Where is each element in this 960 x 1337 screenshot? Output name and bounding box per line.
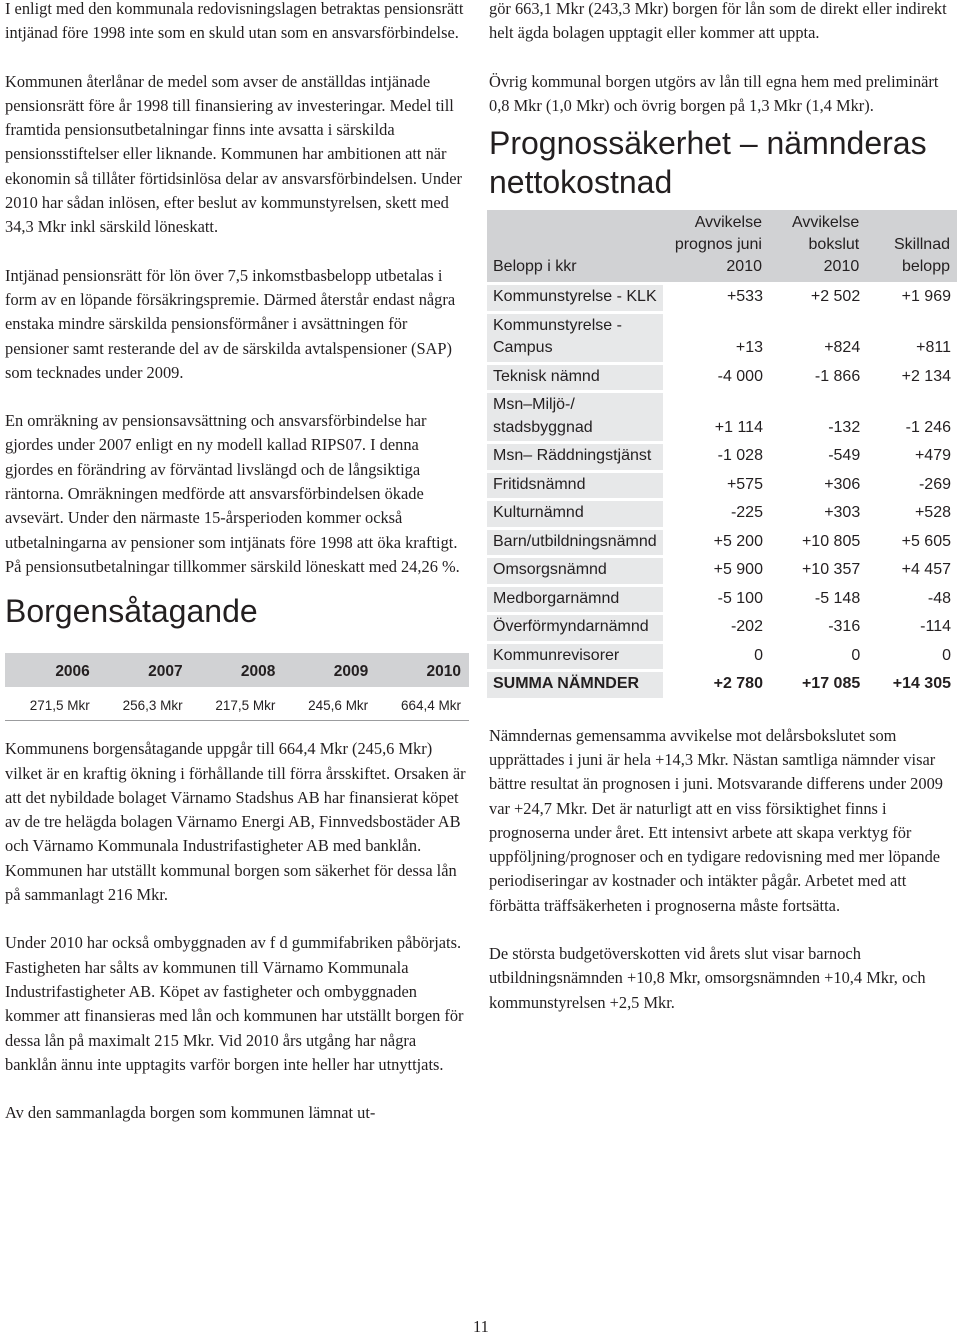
row-value-cell: +2 502 (769, 284, 866, 313)
row-value-cell: -1 246 (866, 392, 957, 443)
row-value-cell: -549 (769, 443, 866, 472)
year-cell: 2008 (191, 653, 284, 687)
heading-borgensatagande: Borgensåtagande (5, 593, 258, 630)
page-number: 11 (473, 1317, 489, 1336)
value-cell: 256,3 Mkr (98, 687, 191, 721)
table-row (487, 471, 957, 500)
year-cell: 2009 (283, 653, 376, 687)
row-value-cell: +528 (866, 500, 957, 529)
paragraph-pension-premium: Intjänad pensionsrätt för lön över 7,5 inkomstbasbelopp utbetalas i form av en löpande försäkringspremie. Därmed återstår endast några enstaka mindre särskilda pensionsförmåner i avsättningen för pensioner samt resterande del av de särskilda avtalspensioner (SAP) som tecknades under 2009. (5, 265, 456, 382)
header-bokslut: Avvikelse bokslut 2010 (769, 210, 866, 284)
row-value-cell: -316 (769, 614, 866, 643)
row-value-cell: -114 (866, 614, 957, 643)
row-value-cell: -132 (769, 392, 866, 443)
row-label-cell: Kulturnämnd (487, 500, 663, 529)
row-label-cell: Kommunstyrelse - Campus (487, 312, 663, 363)
row-value-cell: -1 028 (663, 443, 769, 472)
row-value-cell: -5 148 (769, 585, 866, 614)
table-row (487, 642, 957, 671)
row-value-cell: 0 (866, 642, 957, 671)
row-value-cell: +5 605 (866, 528, 957, 557)
paragraph-borgen-bolag: gör 663,1 Mkr (243,3 Mkr) borgen för lån som de direkt eller indirekt helt ägda bolagen upptagit eller kommer att uppta. (489, 0, 947, 43)
sum-value-cell: +14 305 (866, 671, 957, 698)
table-row (487, 284, 957, 313)
row-value-cell: +306 (769, 471, 866, 500)
paragraph-rips07: En omräkning av pensionsavsättning och ansvarsförbindelse har gjordes under 2007 enligt en ny modell kallad RIPS07. I denna gjordes en förändring av förväntad livslängd och de långsiktiga räntorna. Omräkningen medförde att ansvarsförbindelsen ökade avsevärt. Under den närmaste 15-årsperioden kommer också utbetalningarna av pensioner som intjänats före 1998 att öka kraftigt. På pensionsutbetalningar tillkommer särskild löneskatt med 24,26 %. (5, 411, 460, 576)
row-value-cell: +5 200 (663, 528, 769, 557)
value-cell: 245,6 Mkr (283, 687, 376, 721)
row-value-cell: +1 969 (866, 284, 957, 313)
row-value-cell: +13 (663, 312, 769, 363)
paragraph-borgen-continued: Av den sammanlagda borgen som kommunen lämnat ut- (5, 1103, 376, 1123)
value-cell: 664,4 Mkr (376, 687, 469, 721)
sum-value-cell: +2 780 (663, 671, 769, 698)
prognos-body (487, 284, 957, 698)
borgen-header-row (5, 653, 469, 687)
row-value-cell: +575 (663, 471, 769, 500)
right-column (489, 0, 955, 1015)
paragraph-gummifabrik: Under 2010 har också ombyggnaden av f d gummifabriken påbörjats. Fastigheten har sålts av kommunen till Värnamo Kommunala Industrifastigheter AB. Köpet av fastigheter och ombyggnaden kommer att finansieras med lån och kommunen har utställt borgen för dessa lån på maximalt 215 Mkr. Vid 2010 års utgång har några banklån ännu inte upptagits varför borgen inte heller har utnyttjats. (5, 933, 464, 1074)
sum-row (487, 671, 957, 698)
row-value-cell: -5 100 (663, 585, 769, 614)
row-value-cell: +5 900 (663, 557, 769, 586)
paragraph-ovrig-borgen: Övrig kommunal borgen utgörs av lån till egna hem med preliminärt 0,8 Mkr (1,0 Mkr) och övrig borgen på 1,3 Mkr (1,4 Mkr). (489, 71, 939, 115)
prognos-table (487, 210, 957, 698)
value-cell: 217,5 Mkr (191, 687, 284, 721)
header-skillnad: Skillnad belopp (866, 210, 957, 284)
row-label-cell: Omsorgsnämnd (487, 557, 663, 586)
row-value-cell: -48 (866, 585, 957, 614)
value-cell: 271,5 Mkr (5, 687, 98, 721)
sum-value-cell: +17 085 (769, 671, 866, 698)
paragraph-borgen-total: Kommunens borgensåtagande uppgår till 664,4 Mkr (245,6 Mkr) vilket är en kraftig ökning i förhållande till förra årsskiftet. Orsaken är att det nybildade bolaget Värnamo Stadshus AB har finansierat köpet av de tre helägda bolagen Värnamo Energi AB, Finnvedsbostäder AB och Värnamo Kommunala Industrifastigheter AB med banklån. Kommunen har utställt kommunal borgen som säkerhet för dessa lån på sammanlagt 216 Mkr. (5, 739, 466, 905)
row-value-cell: +533 (663, 284, 769, 313)
year-cell: 2007 (98, 653, 191, 687)
row-value-cell: -4 000 (663, 363, 769, 392)
row-value-cell: +10 805 (769, 528, 866, 557)
paragraph-pension-intro: I enligt med den kommunala redovisningslagen betraktas pensionsrätt intjänad före 1998 inte som en skuld utan som en ansvarsförbindelse. (5, 0, 464, 43)
heading-prognossakerhet: Prognossäkerhet – nämnderas nettokostnad (489, 125, 927, 201)
year-cell: 2006 (5, 653, 98, 687)
row-value-cell: +2 134 (866, 363, 957, 392)
table-row (487, 614, 957, 643)
borgen-table (5, 653, 469, 721)
paragraph-gemensam-avvikelse: Nämndernas gemensamma avvikelse mot delårsbokslutet som upprättades i juni är hela +14,3 Mkr. Nästan samtliga nämnder visar bättre resultat än prognosen i juni. Motsvarande differens under 2009 var +24,7 Mkr. Det är naturligt att en viss försiktighet finns i prognoserna under året. Ett intensivt arbete att skapa verktyg för uppföljning/prognoser och en tydigare redovisning med mer löpande periodiseringar av kostnader och intäkter pågår. Arbetet med att förbätta träffsäkerheten i prognoserna måste fortsätta. (489, 725, 943, 915)
header-belopp: Belopp i kkr (487, 210, 663, 284)
row-value-cell: -1 866 (769, 363, 866, 392)
row-value-cell: 0 (769, 642, 866, 671)
row-value-cell: 0 (663, 642, 769, 671)
row-label-cell: Fritidsnämnd (487, 471, 663, 500)
row-label-cell: Kommunrevisorer (487, 642, 663, 671)
sum-label-cell: SUMMA NÄMNDER (487, 671, 663, 698)
prognos-header-row (487, 210, 957, 284)
row-value-cell: +479 (866, 443, 957, 472)
header-prognos: Avvikelse prognos juni 2010 (663, 210, 769, 284)
row-label-cell: Teknisk nämnd (487, 363, 663, 392)
row-value-cell: -202 (663, 614, 769, 643)
table-row (487, 312, 957, 363)
table-row (487, 392, 957, 443)
table-row (487, 557, 957, 586)
row-value-cell: +303 (769, 500, 866, 529)
table-row (487, 585, 957, 614)
borgen-value-row (5, 687, 469, 721)
row-value-cell: -269 (866, 471, 957, 500)
table-row (487, 528, 957, 557)
row-value-cell: +811 (866, 312, 957, 363)
row-label-cell: Msn– Räddningstjänst (487, 443, 663, 472)
row-label-cell: Kommunstyrelse - KLK (487, 284, 663, 313)
row-value-cell: +10 357 (769, 557, 866, 586)
row-label-cell: Msn–Miljö-/ stadsbyggnad (487, 392, 663, 443)
paragraph-budgetoverskott: De största budgetöverskotten vid årets slut visar barnoch utbildningsnämnden +10,8 Mkr, omsorgsnämnden +10,4 Mkr, och kommunstyrelsen +2,5 Mkr. (489, 944, 926, 1012)
row-label-cell: Överförmyndarnämnd (487, 614, 663, 643)
paragraph-pension-financing: Kommunen återlånar de medel som avser de anställdas intjänade pensionsrätt före år 1998 till finansiering av investeringar. Medel till framtida pensionsutbetalningar finns inte avsatta i särskilda pensionsstiftelser eller liknande. Kommunen har ambitionen att när ekonomin så tillåter förtidsinlösa delar av ansvarsförbindelsen. Under 2010 har sådan inlösen, efter beslut av kommunstyrelsen, skett med 34,3 Mkr inkl särskild löneskatt. (5, 71, 462, 237)
row-label-cell: Medborgarnämnd (487, 585, 663, 614)
row-value-cell: +1 114 (663, 392, 769, 443)
row-value-cell: -225 (663, 500, 769, 529)
year-cell: 2010 (376, 653, 469, 687)
left-column (5, 0, 469, 1125)
row-value-cell: +4 457 (866, 557, 957, 586)
table-row (487, 443, 957, 472)
row-value-cell: +824 (769, 312, 866, 363)
table-row (487, 500, 957, 529)
row-label-cell: Barn/utbildningsnämnd (487, 528, 663, 557)
table-row (487, 363, 957, 392)
